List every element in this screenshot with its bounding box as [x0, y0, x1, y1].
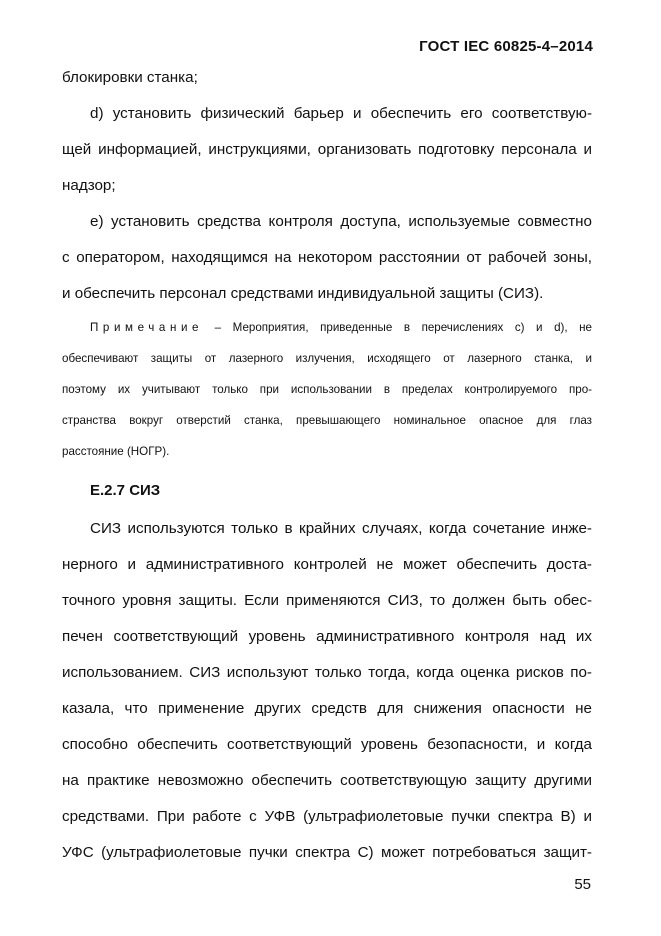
- section-heading: Е.2.7 СИЗ: [90, 482, 161, 499]
- section-line-3: точного уровня защиты. Если применяются СИЗ, то должен быть обес-: [62, 592, 592, 609]
- page-body: [62, 60, 592, 871]
- note-label: Примечание: [90, 321, 204, 334]
- list-item-e-line-2: с оператором, находящимся на некотором расстоянии от рабочей зоны,: [62, 249, 592, 266]
- list-item-e-line-3: и обеспечить персонал средствами индивидуальной защиты (СИЗ).: [62, 285, 544, 302]
- section-line-9: средствами. При работе с УФВ (ультрафиолетовые пучки спектра B) и: [62, 808, 592, 825]
- section-line-8: на практике невозможно обеспечить соответствующую защиту другими: [62, 772, 592, 789]
- document-standard-header: ГОСТ IEC 60825-4–2014: [419, 38, 593, 55]
- section-line-1: СИЗ используются только в крайних случаях, когда сочетание инже-: [90, 520, 592, 537]
- list-item-d-line-2: щей информацией, инструкциями, организовать подготовку персонала и: [62, 141, 592, 158]
- note-line-3: поэтому их учитывают только при использовании в пределах контролируемого про-: [62, 383, 592, 396]
- paragraph-continuation: блокировки станка;: [62, 69, 198, 86]
- section-line-10: УФС (ультрафиолетовые пучки спектра C) может потребоваться защит-: [62, 844, 592, 861]
- section-line-2: нерного и административного контролей не может обеспечить доста-: [62, 556, 592, 573]
- note-line-4: странства вокруг отверстий станка, превышающего номинальное опасное для глаз: [62, 414, 592, 427]
- section-line-5: использованием. СИЗ используют только тогда, когда оценка рисков по-: [62, 664, 592, 681]
- note-line-2: обеспечивают защиты от лазерного излучения, исходящего от лазерного станка, и: [62, 352, 592, 365]
- list-item-e-line-1: e) установить средства контроля доступа, используемые совместно: [90, 213, 592, 230]
- note-line-5: расстояние (НОГР).: [62, 445, 170, 458]
- section-line-6: казала, что применение других средств для снижения опасности не: [62, 700, 592, 717]
- list-item-d-line-3: надзор;: [62, 177, 116, 194]
- section-line-7: способно обеспечить соответствующий уровень безопасности, и когда: [62, 736, 592, 753]
- section-line-4: печен соответствующий уровень административного контроля над их: [62, 628, 592, 645]
- list-item-d-line-1: d) установить физический барьер и обеспечить его соответствую-: [90, 105, 592, 122]
- note-text: – Мероприятия, приведенные в перечислениях c) и d), не: [203, 321, 592, 334]
- note-line-1: [62, 312, 592, 343]
- page-number: 55: [574, 876, 591, 893]
